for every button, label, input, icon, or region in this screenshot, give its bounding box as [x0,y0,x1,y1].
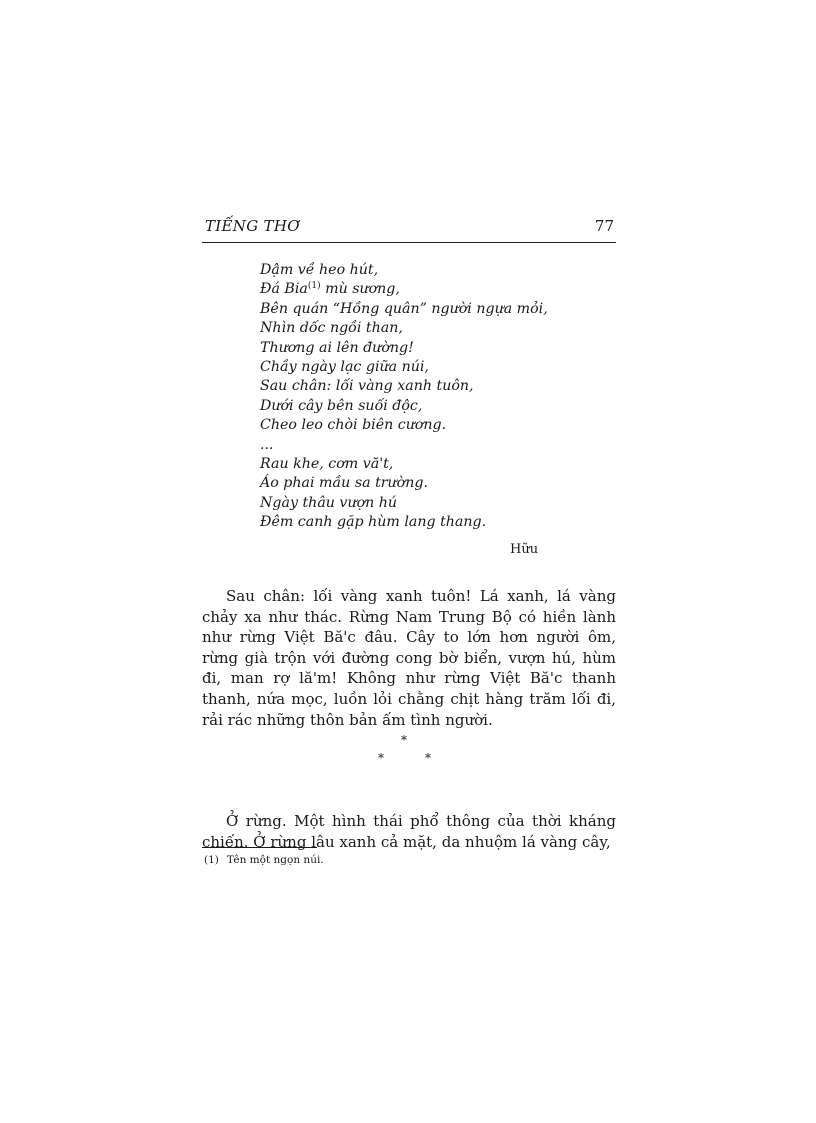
footnote-divider [202,847,317,848]
poem-line: Dậm về heo hút, [260,262,379,278]
poem-line: Bên quán “Hồng quân” người ngựa mỏi, [260,300,548,317]
poem-attribution: Hữu [510,542,539,557]
page-number: 77 [594,217,614,235]
poem-line: Rau khe, cơm vă't, [260,456,394,473]
asterism-star: * [378,751,384,765]
footnote-text: Tên một ngọn núi. [226,854,324,866]
running-title: TIẾNG THƠ [205,217,300,235]
poem-line: Áo phai mầu sa trường. [260,475,428,492]
poem-ellipsis: ... [260,436,274,453]
footnote-reference[interactable]: (1) [307,281,321,292]
poem-block [260,261,616,533]
poem-line: Ngày thâu vượn hú [260,494,398,511]
body-paragraph-1: Sau chân: lối vàng xanh tuôn! Lá xanh, lá vàng chảy xa như thác. Rừng Nam Trung Bộ có hiền lành như rừng Việt Bă'c đâu. Cây to lớn hơn người ôm, rừng già trộn với đường cong bờ biển, vượn hú, hùm đi, man rợ lă'm! Không như rừng Việt Bă'c thanh thanh, nứa mọc, luồn lỏi chằng chịt hàng trăm lối đi, rải rác những thôn bản ấm tình người. [202,587,616,729]
asterism-star: * [401,733,407,747]
asterism-star: * [425,751,431,765]
page-header [202,214,616,243]
section-asterism [202,733,616,769]
poem-line-text: mù sương, [325,281,400,298]
poem-line [260,280,616,299]
poem-line: Sau chân: lối vàng xanh tuôn, [260,378,474,395]
poem-line: Đêm canh gặp hùm lang thang. [260,514,487,531]
poem-line: Cheo leo chòi biên cương. [260,417,447,434]
footnote [204,854,324,866]
footnote-mark: (1) [204,854,219,866]
body-paragraph-2: Ở rừng. Một hình thái phổ thông của thời kháng chiến. Ở rừng lâu xanh cả mặt, da nhuộm lá vàng cây, [202,812,616,851]
poem-line: Thương ai lên đường! [260,339,414,356]
poem-line: Chầy ngày lạc giữa núi, [260,359,429,376]
poem-line: Dưới cây bên suối độc, [260,397,423,414]
book-page [202,0,616,1123]
poem-line: Nhìn dốc ngồi than, [260,320,403,337]
poem-line-text: Đá Bia [260,281,308,298]
